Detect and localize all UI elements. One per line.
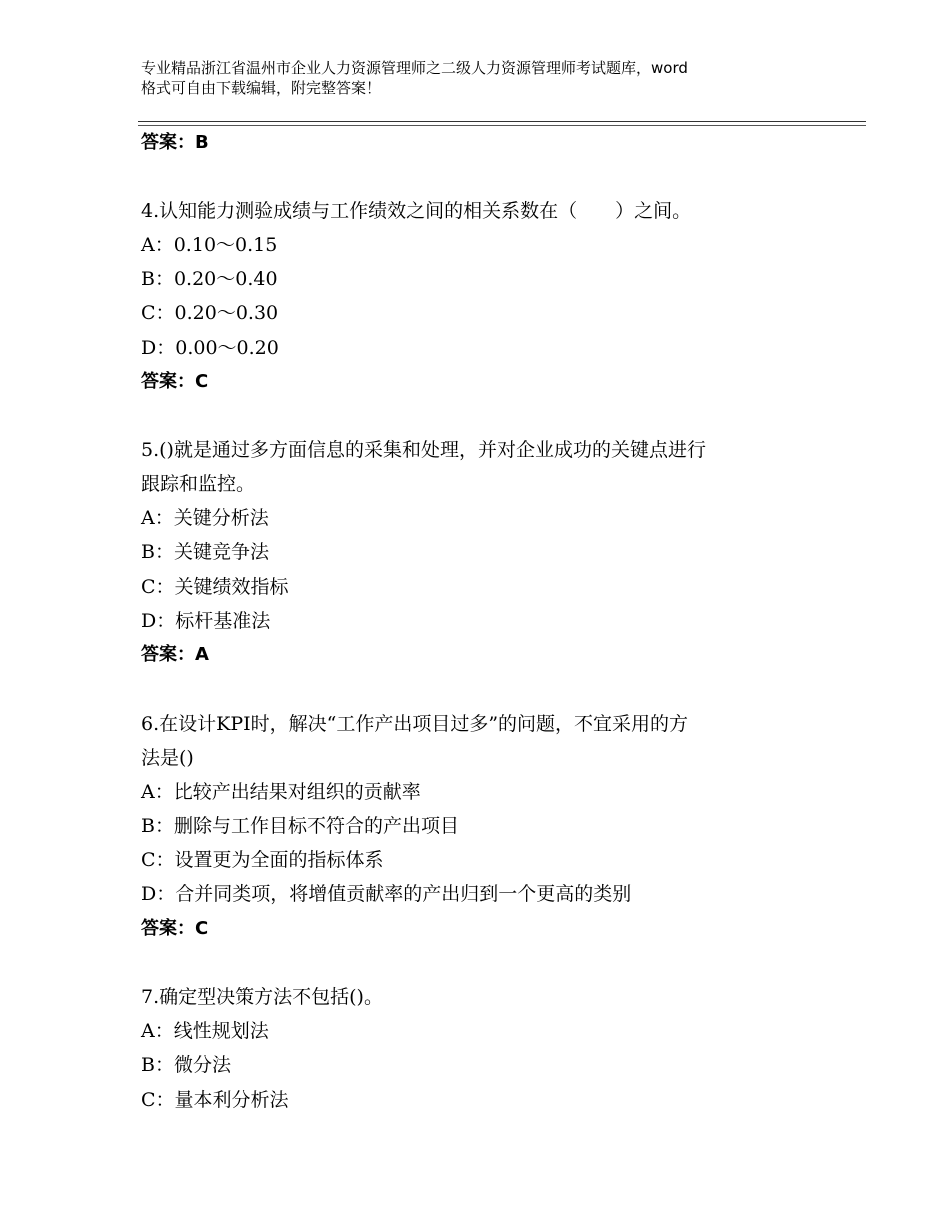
- answer-q3: 答案：B: [141, 132, 209, 153]
- answer-q4: 答案：C: [141, 371, 209, 392]
- question-6-option-b: B：删除与工作目标不符合的产出项目: [141, 815, 459, 837]
- question-7-stem-line-1: 7.确定型决策方法不包括()。: [141, 986, 383, 1008]
- question-4-option-d: D：0.00～0.20: [141, 337, 279, 359]
- question-7-option-a: A：线性规划法: [141, 1020, 269, 1042]
- header-line-2: 格式可自由下载编辑，附完整答案！: [141, 79, 382, 97]
- header-divider-thick: [138, 121, 866, 122]
- answer-q5: 答案：A: [141, 644, 209, 665]
- question-4-option-c: C：0.20～0.30: [141, 302, 279, 324]
- question-4-option-a: A：0.10～0.15: [141, 234, 278, 256]
- question-5-option-d: D：标杆基准法: [141, 610, 271, 632]
- question-7-option-c: C：量本利分析法: [141, 1089, 289, 1111]
- question-5-stem-line-2: 跟踪和监控。: [141, 473, 256, 495]
- question-6-option-c: C：设置更为全面的指标体系: [141, 849, 384, 871]
- question-5-option-a: A：关键分析法: [141, 507, 269, 529]
- header-line-1: 专业精品浙江省温州市企业人力资源管理师之二级人力资源管理师考试题库，word: [141, 59, 688, 77]
- question-5-stem-line-1: 5.()就是通过多方面信息的采集和处理，并对企业成功的关键点进行: [141, 439, 706, 461]
- question-4-option-b: B：0.20～0.40: [141, 268, 278, 290]
- document-header: [141, 58, 831, 98]
- question-6-stem-line-2: 法是(): [141, 747, 194, 769]
- question-4-stem-line-1: 4.认知能力测验成绩与工作绩效之间的相关系数在（ ）之间。: [141, 200, 692, 222]
- question-6-option-d: D：合并同类项，将增值贡献率的产出归到一个更高的类别: [141, 883, 632, 905]
- question-7-option-b: B：微分法: [141, 1054, 231, 1076]
- question-5-option-c: C：关键绩效指标: [141, 576, 289, 598]
- question-6-option-a: A：比较产出结果对组织的贡献率: [141, 781, 421, 803]
- question-6-stem-line-1: 6.在设计KPI时，解决“工作产出项目过多”的问题，不宜采用的方: [141, 713, 689, 735]
- answer-q6: 答案：C: [141, 918, 209, 939]
- question-5-option-b: B：关键竞争法: [141, 541, 269, 563]
- header-divider-thin: [138, 125, 866, 126]
